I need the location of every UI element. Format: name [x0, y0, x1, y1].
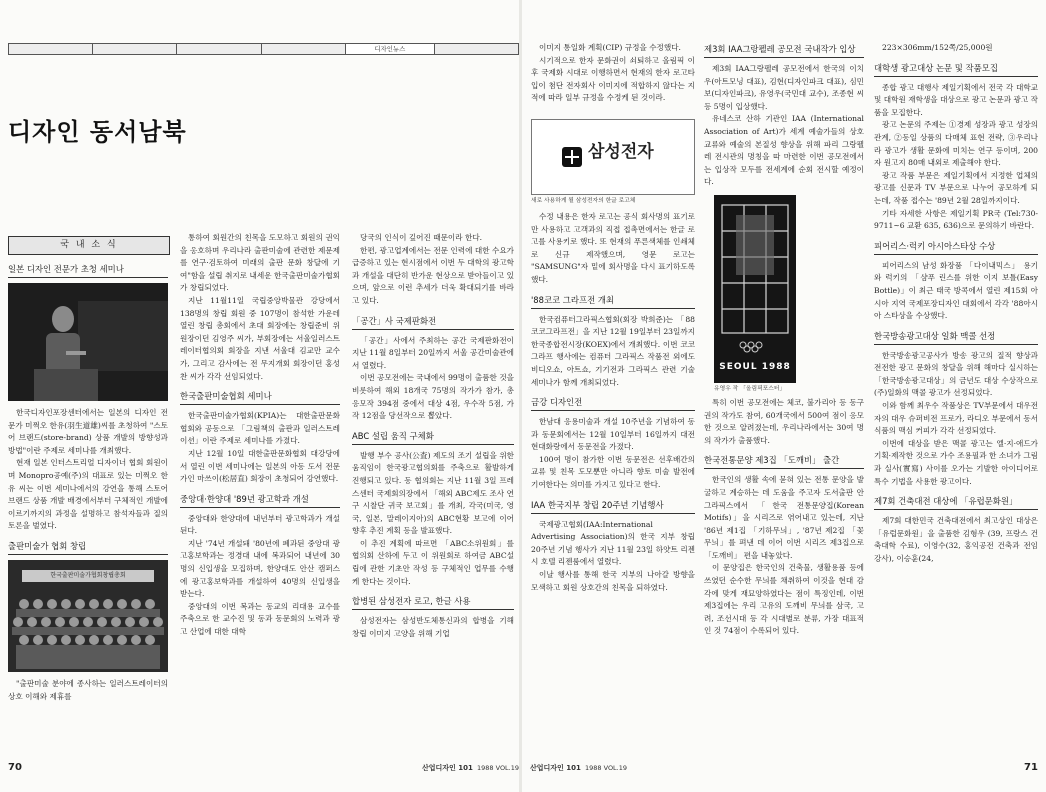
- heading: 한국출판미술협회 세미나: [180, 389, 340, 405]
- page-number-right: 71: [1024, 762, 1038, 773]
- paragraph: 한국디자인포장센터에서는 일본의 디자인 전문가 미쩍오 한유(羽生道雄)씨를 초청하여 "스토어 브랜드(store-brand) 상품 개발의 방향성과 방법"이란 주제로 세미나를 개최했다.: [8, 408, 168, 455]
- poster-text: SEOUL 1988: [719, 361, 791, 372]
- section-box: 국 내 소 식: [8, 236, 170, 255]
- logo-caption: 새로 사용하게 될 삼성전자의 한글 로고체: [531, 197, 636, 204]
- footer-right: 산업디자인 101 1988 VOL.19: [530, 764, 628, 772]
- heading: 합병된 삼성전자 로고, 한글 사용: [352, 594, 514, 610]
- paragraph: 특히 이번 공모전에는 체코, 불가리아 등 동구권의 작가도 참여, 60개국에서 500여 점이 응모한 것으로 알려졌는데, 우리나라에서는 30여 명의 작가가 출품했다.: [704, 397, 864, 445]
- heading: 중앙대·한양대 '89년 광고학과 개설: [180, 492, 340, 508]
- paragraph: 제3회 IAA그랑펠레 공모전에서 한국의 이치우(아트모닝 대표), 김현(디자인파크 대표), 심민보(디자인파크), 유영우(국민대 교수), 조종현 씨 등 5명이 입상했다.: [704, 64, 864, 111]
- heading: 제3회 IAA그랑펠레 공모전 국내작가 입상: [704, 42, 864, 58]
- heading: 한국전통문양 제3집 「도깨비」 출간: [704, 453, 864, 469]
- paragraph: 이번 공모전에는 국내에서 99명이 출품한 것을 비롯하여 해외 18개국 75명의 작가가 참가, 총 응모작 394점 중에서 대상 4점, 우수작 5점, 가작 12점을 당선작으로 뽑았다.: [352, 373, 514, 421]
- paragraph: 피어리스의 남성 화장품 「다이내믹스」 용기와 럭키의 「샴푸 린스를 위한 이지 보틀(Easy Bottle)」이 최근 태국 방콕에서 열린 제15회 아시아 지역 국제포장디자인 대회에서 각각 '88아시아 스타상을 수상했다.: [874, 260, 1038, 321]
- column-4: [531, 42, 695, 758]
- paragraph: 이와 함께 최우수 작품상은 TV부문에서 대우전자의 대우 슈퍼비전 프로가, 라디오 부문에서 동서식품의 맥심 커피가 각각 선정되었다.: [874, 401, 1038, 436]
- paragraph: "출판미술 분야에 종사하는 일러스트레이터의 상호 이해와 제휴를: [8, 678, 168, 701]
- paragraph: 한남대 응용미술과 개설 10주년을 기념하여 동과 동문회에서는 12월 10일부터 16일까지 대전 현대화랑에서 동문전을 가졌다.: [531, 417, 695, 452]
- column-1: [8, 262, 168, 758]
- column-5: [704, 42, 864, 758]
- paragraph: 지난 12월 10일 대한출판문화협회 대강당에서 열린 이번 세미나에는 일본의 아동 도서 전문가인 마쓰이(松居直) 회장이 초청되어 강연했다.: [180, 448, 340, 484]
- olympic-poster: [714, 195, 796, 383]
- paragraph: 제7회 대한민국 건축대전에서 최고상인 대상은 「유럽문화원」을 출품한 김형우 (39, 프랑스 건축대학 수료), 이영수(32, 홍익공전 건축과 전임강사), 이승훈(24,: [874, 516, 1038, 563]
- paragraph: 중앙대의 이번 복과는 동교의 리대용 교수를 주축으로 한 교수진 및 동과 동문회의 노력과 광고 산업에 대한 대학: [180, 601, 340, 637]
- heading: '88코코 그라프전 개최: [531, 293, 695, 309]
- heading: 출판미술가 협회 창립: [8, 539, 168, 555]
- paragraph: 한국출판미술가협회(KPIA)는 대한출판문화협회와 공동으로 「그림책의 출판과 일러스트레이션」이란 주제로 세미나를 가졌다.: [180, 411, 340, 446]
- paragraph: 이 문양집은 한국인의 건축물, 생활용품 등에 쓰였던 순수한 무늬를 채취하여 이것을 현대 감각에 맞게 재묘양하였다는 점이 특징인데, 이번 제3집에는 우리 고유의 도깨비 무늬를 삼국, 고려, 조선시대 등 각 시대별로 분류, 가장 대표적인 것 74점이 수록되어 있다.: [704, 563, 864, 636]
- paragraph: 수정 내용은 한자 로고는 공식 회사명의 표기로만 사용하고 고객과의 직접 접촉면에서는 한글 로고를 사용키로 했다. 또 현재의 푸른색체를 인쇄체로 신규 제작했으며, 영문 로고는 "SAMSUNG"자 밑에 회사명을 다시 표기하도록 했다.: [531, 211, 695, 284]
- column-3: [352, 232, 514, 758]
- heading: 일본 디자인 전문가 초청 세미나: [8, 262, 168, 278]
- paragraph: 지난 11월11일 국립중앙박물관 강당에서 138명의 창립 회원 중 107명이 참석한 가운데 열린 창립 총회에서 초대 회장에는 창립준비 위원장이던 김영주 씨가, 부회장에는 서울일러스트레이터협의회 회장을 지낸 서울대 김교만 교수가, 그리고 감사에는 전 무지개회 회장이던 홍성찬 씨가 각각 선임되었다.: [180, 295, 340, 381]
- footer-left: 산업디자인 101 1988 VOL.19: [422, 764, 520, 772]
- column-6: 223×306mm/152쪽/25,000원 대학생 광고대상 논문 및 작품모집 종합 광고 대행사 제일기획에서 전국 각 대학교 및 대학원 재학생을 대상으로 광고 논문과 광고 작품을 모집한다. 광고 논문의 주제는 ①경제 성장과 광고 성장의 관계, ②동일 상품의 다매체 표현 전략, ③우리나라 광고가 생활 문화에 미치는 연구 등이며, 200자 원고지 80매 내외로 제출해야 한다. 광고 작품 부문은 제일기획에서 지정한 업체의 광고를 신문과 TV 부문으로 나누어 공모하게 되는데, 작품 접수는 '89년 2월 28일까지이다. 기타 자세한 사항은 제일기획 PR국 (Tel:730-9711~6 교환 635, 636)으로 문의하기 바란다. 피어리스·럭키 아시아스타상 수상 피어리스의 남성 화장품 「다이내믹스」 용기와 럭키의 「샴푸 린스를 위한 이지 보틀(Easy Bottle)」이 최근 태국 방콕에서 열린 제15회 아시아 지역 국제포장디자인 대회에서 각각 '88아시아 스타상을 수상했다. 한국방송광고대상 일화 맥콜 선정 한국방송광고공사가 방송 광고의 질적 향상과 전전한 광고 문화의 창달을 위해 해마다 실시하는 「한국방송광고대상」의 금년도 대상 수상작으로 (주)일화의 맥콜 광고가 선정되었다. 이와 함께 최우수 작품상은 TV부문에서 대우전자의 대우 슈퍼비전 프로가, 라디오 부문에서 동서식품의 맥심 커피가 각각 선정되었다. 이번에 대상을 받은 맥콜 광고는 엘·지·애드가 기획·제작한 것으로 가수 조용필과 한 소녀가 그림과 실사(實寫) 사이를 오가는 기발한 아이디어로 특수 기법을 사용한 광고이다. 제7회 건축대전 대상에 「유럽문화원」 제7회 대한민국 건축대전에서 최고상인 대상은 「유럽문화원」을 출품한 김형우 (39, 프랑스 건축대학 수료), 이영수(32, 홍익공전 건축과 전임강사), 이승훈(24,: [874, 42, 1038, 758]
- paragraph: 이날 행사를 통해 한국 지부의 나아갈 방향을 모색하고 회원 상호간의 친목을 되하였다.: [531, 570, 695, 592]
- paragraph: 시기적으로 한자 문화권이 쇠퇴하고 올림픽 이후 국제화 시대로 이행하면서 현재의 한자 로고타입이 첨단 전자회사 이미지에 적합하지 않다는 지적에 따라 일부 규정을 수정케 된 것이라.: [531, 55, 695, 103]
- seminar-photo: [8, 283, 168, 401]
- page-number-left: 70: [8, 762, 22, 773]
- samsung-symbol-icon: [562, 147, 582, 167]
- paragraph: 통하여 회원간의 친목을 도모하고 회원의 권익을 옹호하며 우리나라 출판미술에 관련한 제문제를 연구·검토하여 미래의 출판 문화 창달에 기여"함을 설립 취지로 내세운 한국출판미술가협회가 창립되었다.: [180, 233, 340, 293]
- association-photo: [8, 560, 168, 672]
- heading: 한국방송광고대상 일화 맥콜 선정: [874, 329, 1038, 345]
- paragraph: 국제광고협회(IAA:International Advertising Association)의 한국 지부 창립 20주년 기념 행사가 지난 11월 23일 하얏트 리젠시 호텔 리젠룸에서 열렸다.: [531, 519, 695, 567]
- heading: 대학생 광고대상 논문 및 작품모집: [874, 61, 1038, 77]
- page-title: 디자인 동서남북: [8, 117, 187, 146]
- paragraph: 한국인의 생활 속에 묻혀 있는 전통 문양을 발굴하고 계승하는 데 도움을 주고자 도서출판 안그라픽스에서 「한국 전통문양집(Korean Motifs)」을 시리즈로 엮어내고 있는데, 지난 '86년 제1집 「기하무늬」, '87년 제2집 「꽃 무늬」를 펴낸 데 이어 이번 시리즈 제3집으로 「도깨비」 편을 내놓았다.: [704, 475, 864, 560]
- heading: 「공간」사 국제판화전: [352, 314, 514, 330]
- heading: 제7회 건축대전 대상에 「유럽문화원」: [874, 494, 1038, 510]
- paragraph: 삼성전자는 삼성반도체통신과의 합병을 기해 창립 이미지 고양을 위해 기업: [352, 616, 514, 638]
- left-page: [0, 0, 520, 792]
- heading: 피어리스·럭키 아시아스타상 수상: [874, 239, 1038, 255]
- heading: ABC 설립 움직 구체화: [352, 429, 514, 445]
- paragraph: 이미지 통일화 계획(CIP) 규정을 수정했다.: [539, 43, 681, 52]
- paragraph: 지난 '74년 개설돼 '80년에 폐과된 중앙대 광고홍보학과는 정경대 내에 복과되어 내년에 30명의 신입생을 모집하며, 한양대도 안산 캠퍼스에 광고홍보학과를 개설하여 40명의 신입생을 받는다.: [180, 538, 340, 599]
- paragraph: 중앙대와 한양대에 내년부터 광고학과가 개설된다.: [180, 513, 340, 536]
- paragraph: 유네스코 산하 기관인 IAA (International Association of Art)가 세계 예술가들의 상호 교류와 예술의 본질성 향상을 위해 파리 그랑펠레 전시관의 명칭을 따 마련한 이번 공모전에서는 입상작 모두를 전세계에 순회 전시할 예정이다.: [704, 114, 864, 187]
- poster-caption: 유영우 작 「올림픽포스터」: [714, 385, 786, 392]
- paragraph: 현재 일본 인터스트리얼 디자이너 협회 회원이며 Monopro공예(주)의 대표로 있는 미쩍오 한유 씨는 이번 세미나에서의 강연을 통해 스토어 브랜드 상품 개발 배경에서부터 구체적인 개발에 이르기까지의 과정을 설명하고 참석자들과 질의 토론을 벌였다.: [8, 458, 168, 531]
- heading: IAA 한국지부 창립 20주년 기념행사: [531, 498, 695, 514]
- paragraph: 이번에 대상을 받은 맥콜 광고는 엘·지·애드가 기획·제작한 것으로 가수 조용필과 한 소녀가 그림과 실사(實寫) 사이를 오가는 기발한 아이디어로 특수 기법을 사용한 광고이다.: [874, 438, 1038, 486]
- samsung-logo-box: [531, 119, 695, 195]
- paragraph: 광고 작품 부문은 제일기획에서 지정한 업체의 광고를 신문과 TV 부문으로 나누어 공모하게 되는데, 작품 접수는 '89년 2월 28일까지이다.: [874, 170, 1038, 205]
- paragraph: 한국컴퓨터그라픽스협회(회장 박희준)는 「88코코그라프전」을 지난 12월 19일부터 23일까지 한국종합전시장(KOEX)에서 개최했다. 이번 코코그라프 행사에는 컴퓨터 그라픽스 작품전 외에도 비디오쇼, 아트쇼, 기기전과 그라픽스 관련 기술 세미나가 함께 개최되었다.: [531, 314, 695, 387]
- paragraph: 광고 논문의 주제는 ①경제 성장과 광고 성장의 관계, ②동일 상품의 다매체 표현 전략, ③우리나라 광고가 생활 문화에 미치는 연구 등이며, 200자 원고지 80매 내외로 제출해야 한다.: [874, 120, 1038, 168]
- photo-banner: 한국출판미술가협회창립총회: [22, 570, 154, 582]
- paragraph: 종합 광고 대행사 제일기획에서 전국 각 대학교 및 대학원 재학생을 대상으로 광고 논문과 광고 작품을 모집한다.: [874, 82, 1038, 117]
- paragraph: 100여 명이 참가한 이번 동문전은 선후배간의 교류 및 친목 도모뿐만 아니라 향토 미술 발전에 기여한다는 의미를 가지고 있다고 한다.: [531, 454, 695, 490]
- right-page: [522, 0, 1046, 792]
- paragraph: 발행 부수 공사(公査) 제도의 조기 설립을 위한 움직임이 한국광고협의회를 주축으로 활발하게 진행되고 있다. 동 협의회는 지난 11월 3일 프레스센터 국제회의장에서 「해외 ABC제도 조사 연구 시찰단 귀국 보고회」를 개최, 각국(미국, 영국, 일본, 말레이지아)의 ABC현황 보고에 이어 향후 추진 계획 등을 발표했다.: [352, 450, 514, 536]
- paragraph: 한국방송광고공사가 방송 광고의 질적 향상과 전전한 광고 문화의 창달을 위해 해마다 실시하는 「한국방송광고대상」의 금년도 대상 수상작으로 (주)일화의 맥콜 광고가 선정되었다.: [874, 350, 1038, 398]
- header-bar: [8, 43, 519, 55]
- paragraph: 한편, 광고업계에서는 전문 인력에 대한 수요가 급증하고 있는 현시점에서 이번 두 대학의 광고학과 개설을 대단히 반가운 현상으로 받아들이고 있으며, 앞으로 이런 추세가 더욱 확대되기를 바라고 있다.: [352, 245, 514, 305]
- paragraph: 이 추진 계획에 따르면 「ABC소위원회」를 협의회 산하에 두고 이 위원회로 하여금 ABC설립에 관한 기초안 작성 등 구체적인 업무를 수행케 한다는 것이다.: [352, 538, 514, 586]
- heading: 금강 디자인전: [531, 395, 695, 411]
- paragraph: 기타 자세한 사항은 제일기획 PR국 (Tel:730-9711~6 교환 635, 636)으로 문의하기 바란다.: [874, 208, 1038, 231]
- paragraph: 당국의 인식이 깊어진 때문이라 한다.: [360, 233, 483, 242]
- paragraph: 「공간」사에서 주최하는 공간 국제판화전이 지난 11월 8일부터 20일까지 서울 공간미술관에서 열렸다.: [352, 335, 514, 370]
- samsung-logo-text: 삼성전자: [588, 141, 654, 162]
- column-2: [180, 232, 340, 758]
- section-label: 디자인뉴스: [345, 43, 434, 55]
